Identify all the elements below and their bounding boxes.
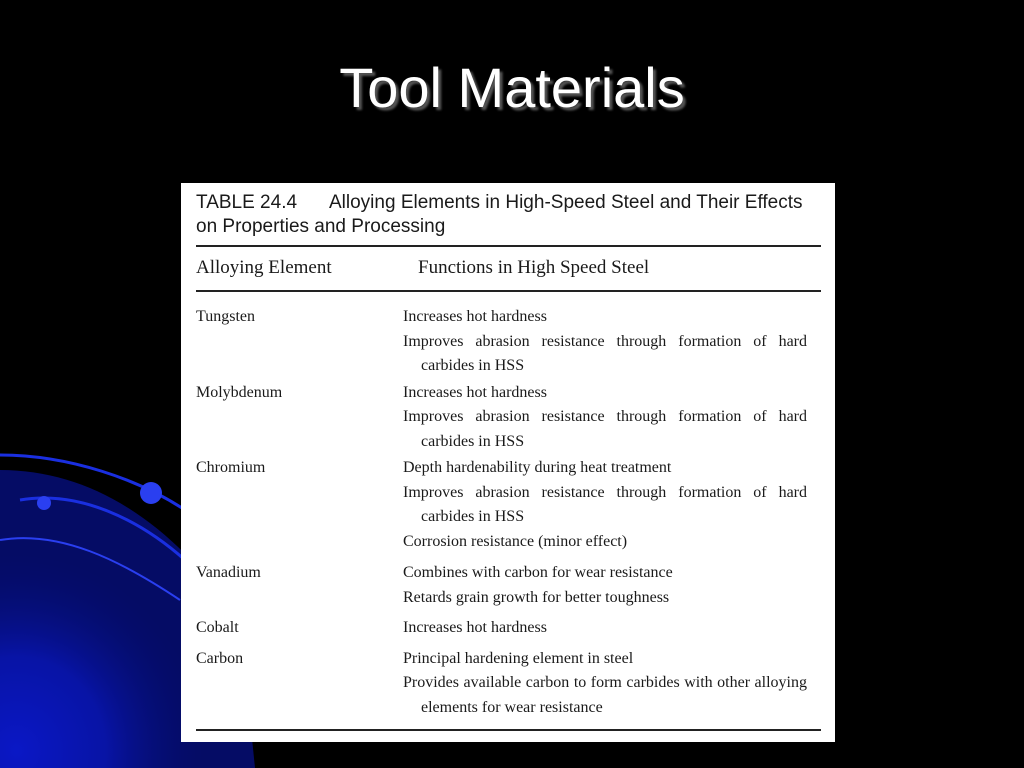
element-cell: Chromium — [196, 459, 266, 476]
function-item: Improves abrasion resistance through formation of hard carbides in HSS — [403, 483, 807, 525]
function-item: Combines with carbon for wear resistance — [403, 564, 673, 581]
table-row — [181, 305, 835, 379]
function-item: Depth hardenability during heat treatment — [403, 459, 672, 476]
table-header-rule — [196, 290, 821, 292]
function-item: Principal hardening element in steel — [403, 649, 634, 667]
functions-cell — [403, 305, 807, 379]
table-row — [181, 561, 835, 610]
element-cell: Vanadium — [196, 564, 261, 581]
table-top-rule — [196, 245, 821, 247]
function-item: Increases hot hardness — [403, 308, 547, 325]
table-row — [181, 456, 835, 554]
table-row — [181, 381, 835, 455]
element-cell: Carbon — [196, 649, 244, 667]
table-body — [181, 305, 835, 720]
element-cell: Tungsten — [196, 308, 255, 325]
column-header-alloying-element: Alloying Element — [196, 257, 332, 278]
function-item: Improves abrasion resistance through formation of hard carbides in HSS — [403, 408, 807, 450]
table-row — [181, 616, 835, 641]
functions-cell — [403, 456, 807, 554]
function-item: Increases hot hardness — [403, 383, 547, 401]
function-item: Provides available carbon to form carbides with other alloying elements for wear resistance — [403, 674, 807, 716]
table-bottom-rule — [196, 729, 821, 731]
table-caption — [196, 191, 826, 239]
element-cell: Cobalt — [196, 619, 239, 636]
element-cell: Molybdenum — [196, 383, 283, 401]
function-item: Retards grain growth for better toughness — [403, 588, 670, 606]
slide-title: Tool Materials — [339, 56, 685, 119]
functions-cell — [403, 381, 807, 455]
function-item: Improves abrasion resistance through formation of hard carbides in HSS — [403, 332, 807, 374]
function-item: Corrosion resistance (minor effect) — [403, 532, 628, 550]
table-caption-text: Alloying Elements in High-Speed Steel and Their Effects on Properties and Processing — [196, 192, 803, 237]
table-caption-number: TABLE 24.4 — [196, 192, 298, 213]
functions-cell — [403, 561, 807, 610]
functions-cell — [403, 616, 807, 641]
column-header-functions: Functions in High Speed Steel — [418, 257, 650, 278]
functions-cell — [403, 647, 807, 721]
table-row — [181, 647, 835, 721]
table-figure — [181, 183, 835, 742]
function-item: Increases hot hardness — [403, 619, 547, 636]
